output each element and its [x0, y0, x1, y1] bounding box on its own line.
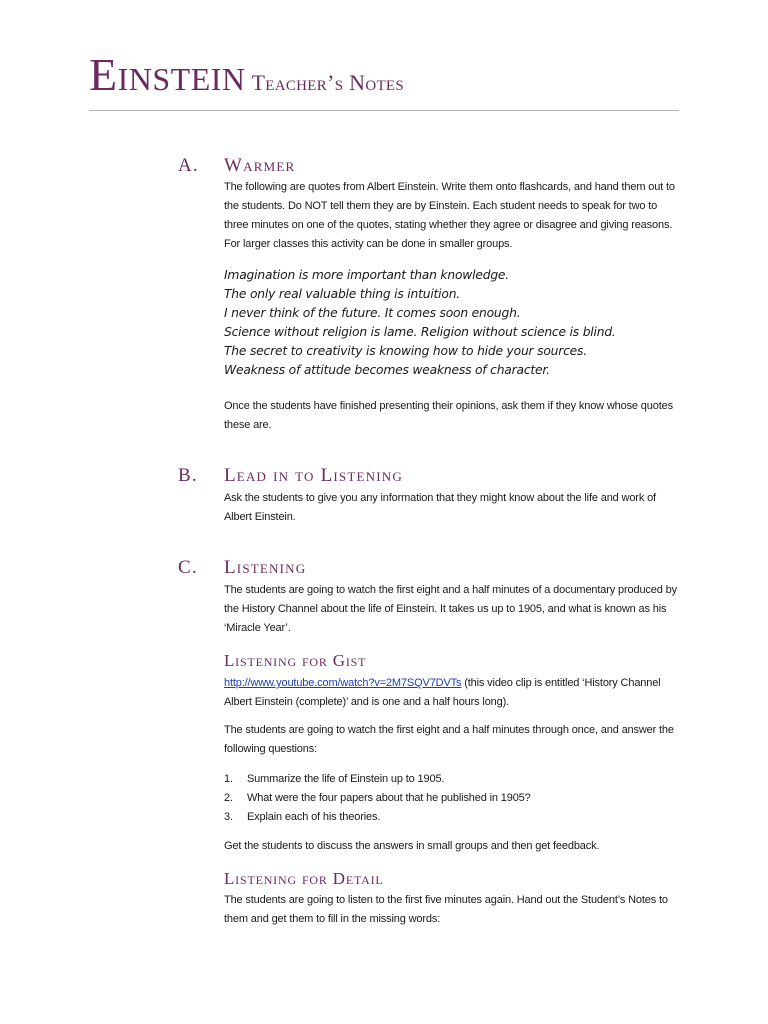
warmer-intro: The following are quotes from Albert Einstein. Write them onto flashcards, and hand them out to the students. Do NOT tell them they are by Einstein. Each student needs to speak for two to three minutes on one of the quotes, stating whether they agree or disagree and giving reasons. For larger classes this activity can be done in smaller groups.: [224, 181, 675, 250]
quote-item: The secret to creativity is knowing how to hide your sources.: [224, 344, 587, 358]
quote-item: Science without religion is lame. Religion without science is blind.: [224, 325, 616, 339]
quote-item: Weakness of attitude becomes weakness of character.: [224, 363, 550, 377]
question-item: [224, 789, 680, 808]
quote-list: [224, 266, 680, 380]
section-a-letter: A.: [178, 155, 199, 176]
gist-followup: Get the students to discuss the answers in small groups and then get feedback.: [224, 840, 600, 852]
question-text: What were the four papers about that he published in 1905?: [247, 792, 531, 804]
detail-body: The students are going to listen to the first five minutes again. Hand out the Student’s Notes to them and get them to fill in the missing words:: [224, 894, 668, 925]
quote-item: The only real valuable thing is intuition.: [224, 287, 461, 301]
gist-heading: Listening for Gist: [224, 651, 367, 670]
video-link[interactable]: http://www.youtube.com/watch?v=2M7SQV7DVTs: [224, 677, 462, 689]
question-number: 1.: [224, 773, 233, 785]
section-c-title: Listening: [224, 557, 307, 578]
question-text: Explain each of his theories.: [247, 811, 381, 823]
document-subtitle: Teacher’s Notes: [251, 70, 405, 95]
question-list: [224, 770, 680, 827]
video-reference: [224, 674, 680, 712]
gist-instruction: The students are going to watch the first eight and a half minutes through once, and answer the following questions:: [224, 724, 674, 755]
question-number: 3.: [224, 811, 233, 823]
question-item: [224, 808, 680, 827]
section-b-title: Lead in to Listening: [224, 465, 403, 486]
title-divider: [89, 110, 679, 111]
page-title: [89, 49, 405, 100]
question-text: Summarize the life of Einstein up to 1905.: [247, 773, 445, 785]
section-a-title: Warmer: [224, 155, 296, 176]
document-title: Einstein: [89, 49, 246, 100]
video-link-note: (this video clip is entitled ‘History Channel Albert Einstein (complete)’ and is one and a half hours long).: [224, 677, 661, 708]
quote-item: Imagination is more important than knowledge.: [224, 268, 509, 282]
section-b-letter: B.: [178, 465, 198, 486]
lead-in-body: Ask the students to give you any information that they might know about the life and work of Albert Einstein.: [224, 492, 656, 523]
warmer-outro: Once the students have finished presenting their opinions, ask them if they know whose quotes these are.: [224, 400, 673, 431]
listening-body: The students are going to watch the first eight and a half minutes of a documentary produced by the History Channel about the life of Einstein. It takes us up to 1905, and what is known as his ‘Miracle Year’.: [224, 584, 677, 634]
detail-heading: Listening for Detail: [224, 869, 384, 888]
quote-item: I never think of the future. It comes soon enough.: [224, 306, 521, 320]
question-item: [224, 770, 680, 789]
question-number: 2.: [224, 792, 233, 804]
section-c-letter: C.: [178, 557, 198, 578]
